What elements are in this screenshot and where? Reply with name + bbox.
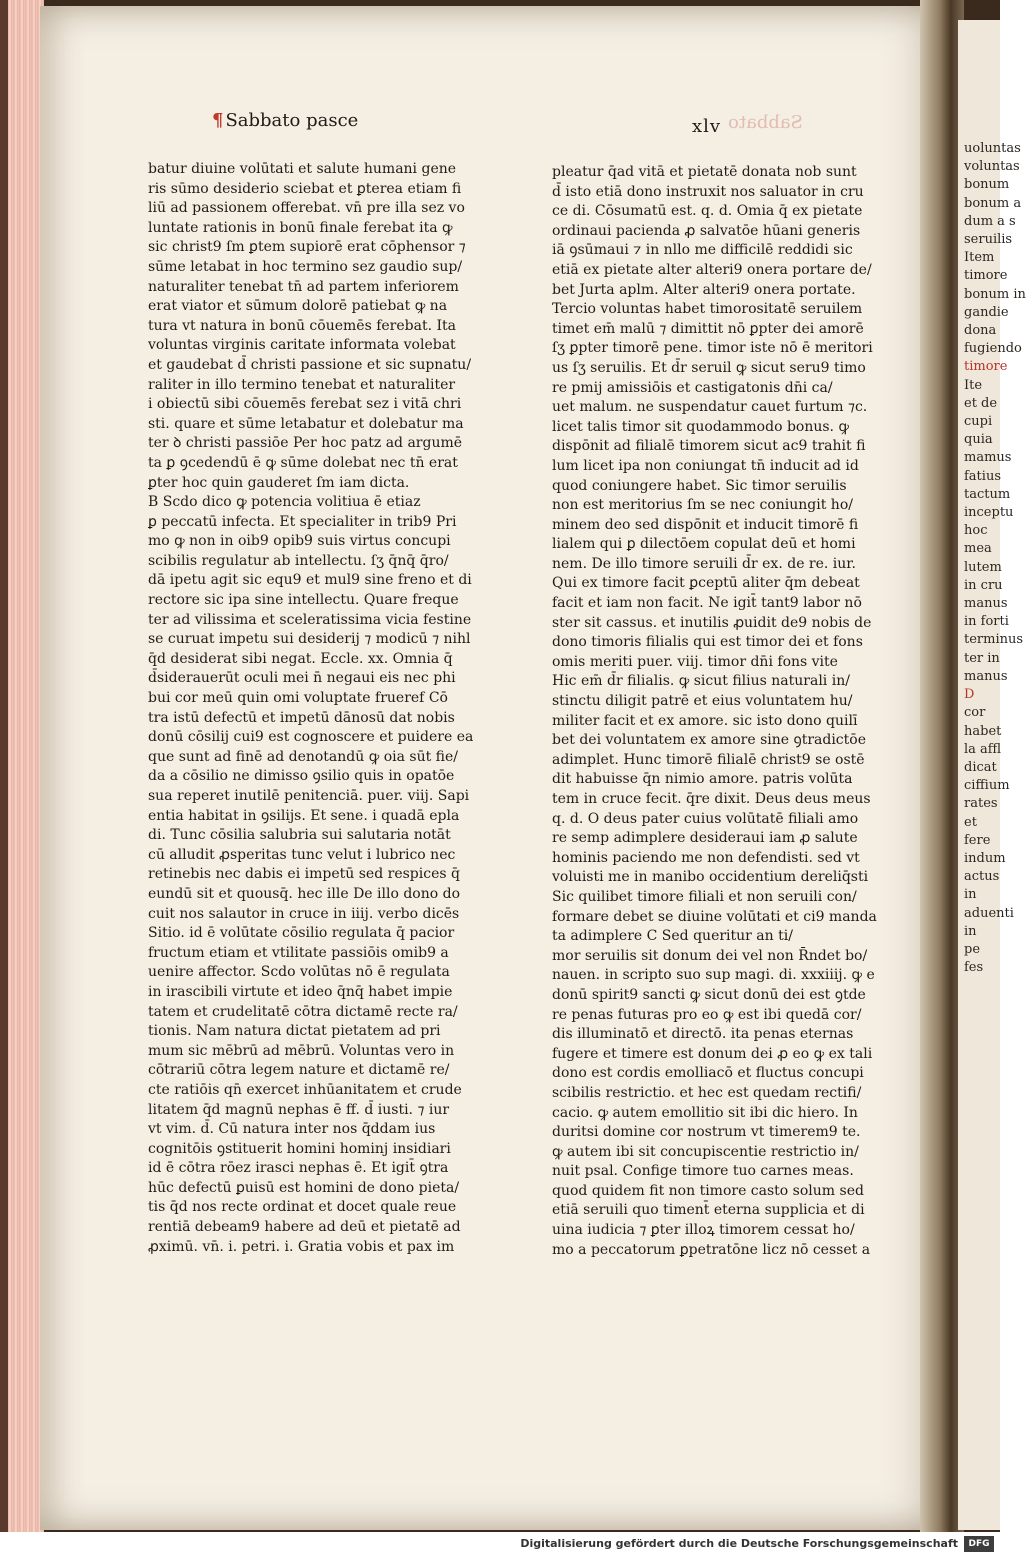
next-page-line: ter in (964, 650, 1000, 666)
next-page-line: indum (964, 850, 1006, 866)
text-line: us ſʒ seruilis. Et d̄r seruil ꝙ sicut seru9 timo (552, 359, 866, 376)
text-line: uet malum. ne suspendatur cauet furtum ⁊c. (552, 399, 868, 416)
text-line: re pmij amissiōis et castigatonis dn̄i ca/ (552, 379, 833, 396)
text-line: cacio. ꝙ autem emollitio sit ibi dic hiero. In (552, 1104, 858, 1121)
text-line: mo ꝙ non in oib9 opib9 suis virtus concupi (148, 533, 451, 550)
text-line: id ē cōtra rōez irasci nephas ē. Et igit̄ ꝯtra (148, 1160, 449, 1177)
text-line: licet talis timor sit quodammodo bonus. ꝙ (552, 418, 849, 435)
text-line: facit et iam non facit. Ne igit̄ tant9 labor nō (552, 595, 862, 612)
next-page-line: rates (964, 796, 998, 812)
text-line: scibilis restrictio. et hec est quedam rectifi/ (552, 1084, 862, 1101)
text-line: ta adimplere C Sed queritur an ti/ (552, 928, 793, 945)
text-line: eundū sit et quousq̄. hec ille De illo dono do (148, 885, 461, 902)
text-line: raliter in illo termino tenebat et naturaliter (148, 376, 456, 393)
next-page-line: Item (964, 250, 995, 266)
footer-bar (0, 1532, 1000, 1557)
next-page-line: dicat (964, 759, 997, 775)
text-line: dispōnit ad filialē timorem sicut ac9 trahit fi (552, 438, 866, 455)
text-line: dono est cordis emolliacō et fluctus concupi (552, 1065, 864, 1082)
text-line: uenire affector. Scdo volūtas nō ē regulata (148, 964, 450, 981)
text-line: ter ad vilissima et sceleratissima vicia festine (148, 611, 472, 628)
text-line: voluisti me in manibo occidentium dereliq̄sti (552, 869, 869, 886)
text-line: stinctu diligit patrē et eius voluntatem hu/ (552, 693, 853, 710)
next-page-line: actus (964, 869, 1000, 885)
next-page-line: bonum a (964, 195, 1022, 211)
running-head-text: Sabbato pasce (225, 110, 359, 131)
next-page-line: in forti (964, 614, 1009, 630)
text-line: da a cōsilio ne dimisso ꝯsilio quis in opatōe (148, 768, 455, 785)
next-page-line: mamus (964, 450, 1012, 466)
next-page-line: bonum (964, 177, 1010, 193)
next-page-line: pe (964, 941, 981, 957)
text-line: ter ꝺ christi passiōe Per hoc patz ad argumē (148, 435, 463, 452)
text-line: nauen. in scripto suo sup magi. di. xxxiiij. ꝙ e (552, 967, 875, 984)
text-line: lum licet ipa non coniungat tn̄ inducit ad id (552, 457, 859, 474)
text-line: ꝙ autem ibi sit concupiscentie restrictio in/ (552, 1143, 859, 1160)
text-line: tra istū defectū et impetū dānosū dat nobis (148, 709, 455, 726)
next-page-line: voluntas (964, 159, 1020, 175)
text-line: se curuat impetu sui desiderij ⁊ modicū ⁊ nihl (148, 631, 471, 648)
text-line: bet dei voluntatem ex amore sine ꝯtradictōe (552, 732, 866, 749)
text-line: cte ratiōis qn̄ exercet inhūanitatem et crude (148, 1081, 462, 1098)
next-page-line: hoc (964, 523, 988, 539)
text-line: dā ipetu agit sic equ9 et mul9 sine freno et di (148, 572, 472, 589)
text-line: erat viator et sūmum dolorē patiebat ꝙ na (148, 298, 448, 315)
text-line: formare debet se diuine volūtati et ci9 manda (552, 908, 877, 925)
text-line: sic christ9 ſm ꝑtem supiorē erat cōphensor ⁊ (148, 239, 466, 256)
text-line: Sitio. id ē volūtate cōsilio regulata q̄ pacior (148, 925, 455, 942)
text-line: sūme letabat in hoc termino sez gaudio sup/ (148, 258, 463, 275)
next-page-line: inceptu (964, 505, 1014, 521)
text-line: dono timoris filialis qui est timor dei et fons (552, 634, 863, 651)
next-page-line: fugiendo (964, 341, 1022, 357)
text-line: donū cōsilij cui9 est cognoscere et puidere ea (148, 729, 474, 746)
text-line: tatem et crudelitatē cōtra dictamē recte ra/ (148, 1003, 458, 1020)
next-page-line: tactum (964, 486, 1011, 502)
text-line: etiā ex pietate alter alteri9 onera portare de/ (552, 261, 872, 278)
text-line: Hic em̄ d̄r filialis. ꝙ sicut filius naturali in/ (552, 673, 850, 690)
text-line: bet Jurta aplm. Alter alteri9 onera portate. (552, 281, 856, 298)
text-line: timet em̄ malū ⁊ dimittit nō ꝑpter dei amorē (552, 320, 864, 337)
next-page-line: gandie (964, 304, 1009, 320)
text-line: et gaudebat d̄ christi passione et sic supnatu/ (148, 356, 472, 373)
text-line: rentiā debeam9 habere ad deū et pietatē ad (148, 1219, 461, 1236)
text-line: quod coniungere habet. Sic timor seruilis (552, 477, 847, 494)
running-head (212, 110, 358, 131)
text-line: hūc defectū ꝑuisū est homini de dono pieta/ (148, 1179, 460, 1196)
text-line: liū ad passionem offerebat. vn̄ pre illa sez vo (148, 200, 465, 217)
text-line: nem. De illo timore seruili d̄r ex. de re. iur. (552, 555, 856, 572)
next-page-line: cor (964, 705, 986, 721)
next-page-line: mea (964, 541, 992, 557)
text-line: ꝑ peccatū infecta. Et specialiter in trib9 Pri (148, 513, 457, 530)
text-line: Sic quilibet timore filiali et non seruili con/ (552, 888, 857, 905)
text-line: cū alludit ꝓsperitas tunc velut i lubrico nec (148, 846, 456, 863)
text-line: ꝑter hoc quin gauderet ſm iam dicta. (148, 474, 410, 491)
text-line: litatem q̄d magnū nephas ē ff. d̄ iusti. ⁊ iur (148, 1101, 450, 1118)
text-line: retinebis nec dabis ei impetū sed respices q̄ (148, 866, 460, 883)
text-line: lialem qui ꝑ dilectōem copulat deū et homi (552, 536, 856, 553)
next-page-line: manus (964, 596, 1008, 612)
text-line: tionis. Nam natura dictat pietatem ad pri (148, 1023, 441, 1040)
dfg-logo: DFG (964, 1536, 994, 1552)
show-through-text: Sabbato (728, 112, 803, 133)
text-line: dit habuisse q̄n nimio amore. patris volūta (552, 771, 853, 788)
next-page-line: timore (964, 359, 1008, 375)
text-line: pleatur q̄ad vitā et pietatē donata nob sunt (552, 164, 857, 180)
next-page-fragment (958, 20, 1026, 1530)
text-line: ris sūmo desiderio sciebat et ꝑterea etiam fi (148, 180, 462, 197)
text-line: fugere et timere est donum dei ꝓ eo ꝙ ex tali (552, 1045, 873, 1062)
text-line: dis illuminatō et directō. ita penas eternas (552, 1026, 854, 1043)
text-line: adimplet. Hunc timorē filialē christ9 se ostē (552, 751, 865, 768)
next-page-line: in cru (964, 577, 1003, 593)
next-page-line: dum a s (964, 213, 1016, 229)
text-line: ster sit cassus. et inutilis ꝓuidit de9 nobis de (552, 614, 872, 631)
text-line: tura vt natura in bonū cōuemēs ferebat. Ita (148, 317, 456, 334)
text-line: d̄ isto etiā dono instruxit nos saluator in cru (552, 183, 864, 200)
next-page-line: quia (964, 432, 993, 448)
next-page-line: seruilis (964, 232, 1013, 248)
next-page-line: manus (964, 668, 1008, 684)
text-line: di. Tunc cōsilia salubria sui salutaria notāt (148, 827, 451, 844)
text-line: minem deo sed dispōnit et inducit timorē fi (552, 516, 859, 533)
text-line: B Scdo dico ꝙ potencia volitiua ē etiaz (148, 494, 421, 511)
text-line: ce di. Cōsumatū est. q. d. Omia q̄ ex pietate (552, 203, 863, 220)
text-line: d̄siderauerūt oculi mei n̄ negaui eis nec phi (148, 670, 456, 687)
text-line: iā ꝯsūmaui ⁊ in nllo me difficilē reddidi sic (552, 242, 853, 259)
book-edge-shadow (0, 0, 8, 1532)
text-line: mum sic mēbrū ad mēbrū. Voluntas vero in (148, 1042, 455, 1059)
next-page-line: D (964, 687, 975, 703)
text-line: scibilis regulatur ab intellectu. ſʒ q̄nq̄ q̄ro/ (148, 552, 449, 569)
next-page-line: Ite (964, 377, 983, 393)
text-line: militer facit et ex amore. sic isto dono quilī (552, 712, 858, 729)
text-line: in irascibili virtute et ideo q̄nq̄ habet impie (148, 983, 453, 1000)
next-page-line: cupi (964, 414, 993, 430)
text-line: batur diuine volūtati et salute humani gene (148, 161, 457, 177)
text-line: naturaliter tenebat tn̄ ad partem inferiorem (148, 278, 459, 295)
next-page-line: ciffium (964, 778, 1010, 794)
text-line: ꝓximū. vn̄. i. petri. i. Gratia vobis et pax im (148, 1238, 455, 1255)
next-page-lines (958, 140, 1026, 977)
text-line: tem in cruce fecit. q̄re dixit. Deus deus meus (552, 791, 871, 807)
next-page-line: uoluntas (964, 141, 1021, 156)
text-line: vt vim. d̄. Cū natura inter nos q̄ddam ius (148, 1121, 436, 1138)
text-line: cuit nos salautor in cruce in iiij. verbo dicēs (148, 905, 460, 922)
next-page-line: fatius (964, 468, 1001, 484)
next-page-line: in (964, 887, 977, 903)
text-line: q. d. O deus pater cuius volūtatē filiali amo (552, 810, 859, 827)
text-line: re semp adimplere desideraui iam ꝓ salute (552, 830, 858, 847)
text-line: nuit psal. Confige timore tuo carnes meas. (552, 1163, 854, 1180)
next-page-line: fere (964, 832, 991, 848)
pilcrow-icon: ¶ (212, 110, 224, 131)
text-line: duritsi domine cor nostrum vt timerem9 te. (552, 1124, 861, 1141)
text-line: sua reperet inutilē penitenciā. puer. viij. Sapi (148, 788, 470, 804)
text-line: tis q̄d nos recte ordinat et docet quale reue (148, 1199, 457, 1216)
text-line: non est meritorius ſm se nec coniungit ho/ (552, 497, 853, 514)
next-page-line: dona (964, 323, 997, 339)
text-line: uina iudicia ⁊ ꝑter illoꝝ timorem cessat ho/ (552, 1222, 855, 1239)
text-line: etiā seruili quo timent̄ eterna supplicia et di (552, 1202, 865, 1219)
text-line: rectore sic ipa sine intellectu. Quare freque (148, 592, 459, 609)
text-line: bui cor meū quin omi voluptate frueref Cō (148, 690, 448, 707)
next-page-line: aduenti (964, 905, 1014, 921)
folio-number: xlv (692, 116, 722, 137)
text-line: voluntas virginis caritate informata volebat (148, 337, 456, 354)
text-line: cōtrariū cōtra legem nature et dictamē re/ (148, 1062, 450, 1079)
text-line: sti. quare et sūme letabatur et dolebatur ma (148, 415, 464, 432)
text-line: que sunt ad finē ad denotandū ꝙ oia sūt fie/ (148, 748, 459, 765)
text-line: ta ꝑ ꝯcedendū ē ꝙ sūme dolebat nec tn̄ erat (148, 454, 458, 471)
text-line: q̄d desiderat sibi negat. Eccle. xx. Omnia q̄ (148, 650, 453, 667)
next-page-line: bonum in (964, 286, 1026, 302)
next-page-line: habet (964, 723, 1002, 739)
text-column-right (552, 163, 902, 1260)
text-line: donū spirit9 sancti ꝙ sicut donū dei est ꝯtde (552, 986, 866, 1003)
text-line: i obiectū sibi cōuemēs ferebat sez i vitā chri (148, 396, 462, 413)
text-line: ordinaui pacienda ꝓ salvatōe hūani generis (552, 222, 861, 239)
next-page-line: lutem (964, 559, 1002, 575)
text-line: ſʒ ꝑpter timorē pene. timor iste nō ē meritori (552, 340, 873, 357)
text-line: hominis paciendo me non defendisti. sed vt (552, 849, 860, 866)
next-page-line: in (964, 923, 977, 939)
next-page-line: et (964, 814, 977, 830)
text-line: omis meriti puer. viij. timor dn̄i fons vite (552, 653, 838, 670)
text-line: entia habitat in ꝯsilijs. Et sene. i quadā epla (148, 807, 460, 824)
text-line: fructum etiam et vtilitate passiōis omib9 a (148, 944, 449, 961)
text-line: re penas futuras pro eo ꝙ est ibi quedā cor/ (552, 1006, 862, 1023)
text-line: quod quidem fit non timore casto solum sed (552, 1182, 864, 1199)
text-line: luntate rationis in bonū finale ferebat ita ꝙ (148, 219, 453, 236)
next-page-line: timore (964, 268, 1008, 284)
next-page-line: fes (964, 960, 984, 976)
funding-notice: Digitalisierung gefördert durch die Deutsche Forschungsgemeinschaft (520, 1537, 958, 1550)
next-page-line: et de (964, 395, 998, 411)
next-page-line: la affl (964, 741, 1002, 757)
text-line: mo a peccatorum ꝑpetratōne licz nō cesset a (552, 1241, 871, 1258)
text-line: mor seruilis sit donum dei vel non R̄ndet bo/ (552, 947, 868, 964)
text-line: Qui ex timore facit ꝑceptū aliter q̄m debeat (552, 575, 860, 592)
text-line: Tercio voluntas habet timorositatē seruilem (552, 301, 863, 318)
text-column-left (148, 160, 498, 1257)
next-page-line: terminus (964, 632, 1024, 648)
text-line: cognitōis ꝯstituerit homini hominj insidiari (148, 1140, 451, 1157)
